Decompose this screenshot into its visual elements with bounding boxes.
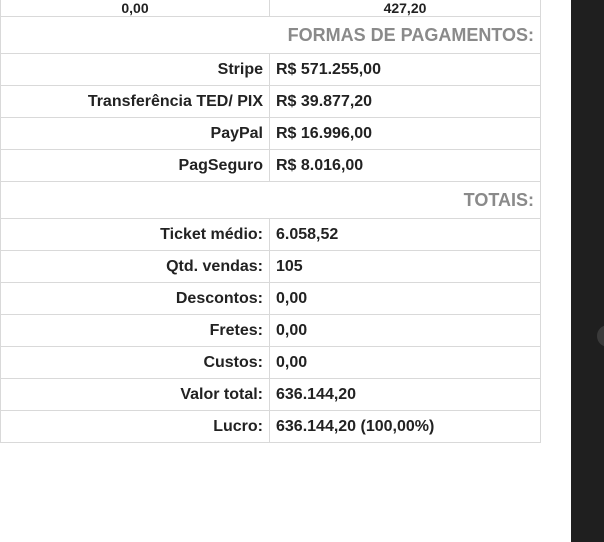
totals-value: 6.058,52 [270, 219, 541, 251]
totals-label: Qtd. vendas: [1, 251, 270, 283]
totals-value: 0,00 [270, 283, 541, 315]
totals-section-header [1, 182, 541, 219]
totals-value: 0,00 [270, 315, 541, 347]
payment-value: R$ 571.255,00 [270, 54, 541, 86]
payment-row-stripe [1, 54, 541, 86]
totals-label: Descontos: [1, 283, 270, 315]
totals-row-lucro [1, 411, 541, 443]
payments-section-header [1, 17, 541, 54]
side-overlay-panel [571, 0, 604, 542]
payment-row-ted-pix [1, 86, 541, 118]
totals-value: 105 [270, 251, 541, 283]
totals-label: Valor total: [1, 379, 270, 411]
totals-label: Lucro: [1, 411, 270, 443]
totals-row-fretes [1, 315, 541, 347]
totals-value: 0,00 [270, 347, 541, 379]
table-row [1, 0, 541, 17]
totals-section-title: TOTAIS: [1, 182, 541, 219]
payment-row-paypal [1, 118, 541, 150]
payment-label: Transferência TED/ PIX [1, 86, 270, 118]
totals-row-ticket-medio [1, 219, 541, 251]
payment-label: Stripe [1, 54, 270, 86]
totals-label: Ticket médio: [1, 219, 270, 251]
payments-section-title: FORMAS DE PAGAMENTOS: [1, 17, 541, 54]
totals-row-custos [1, 347, 541, 379]
totals-row-descontos [1, 283, 541, 315]
totals-label: Custos: [1, 347, 270, 379]
payment-value: R$ 16.996,00 [270, 118, 541, 150]
payment-label: PayPal [1, 118, 270, 150]
totals-row-qtd-vendas [1, 251, 541, 283]
previous-row-left-value: 0,00 [1, 0, 270, 17]
payment-row-pagseguro [1, 150, 541, 182]
payment-label: PagSeguro [1, 150, 270, 182]
totals-value: 636.144,20 (100,00%) [270, 411, 541, 443]
totals-label: Fretes: [1, 315, 270, 347]
previous-row-right-value: 427,20 [270, 0, 541, 17]
totals-row-valor-total [1, 379, 541, 411]
payment-value: R$ 8.016,00 [270, 150, 541, 182]
payment-value: R$ 39.877,20 [270, 86, 541, 118]
totals-value: 636.144,20 [270, 379, 541, 411]
